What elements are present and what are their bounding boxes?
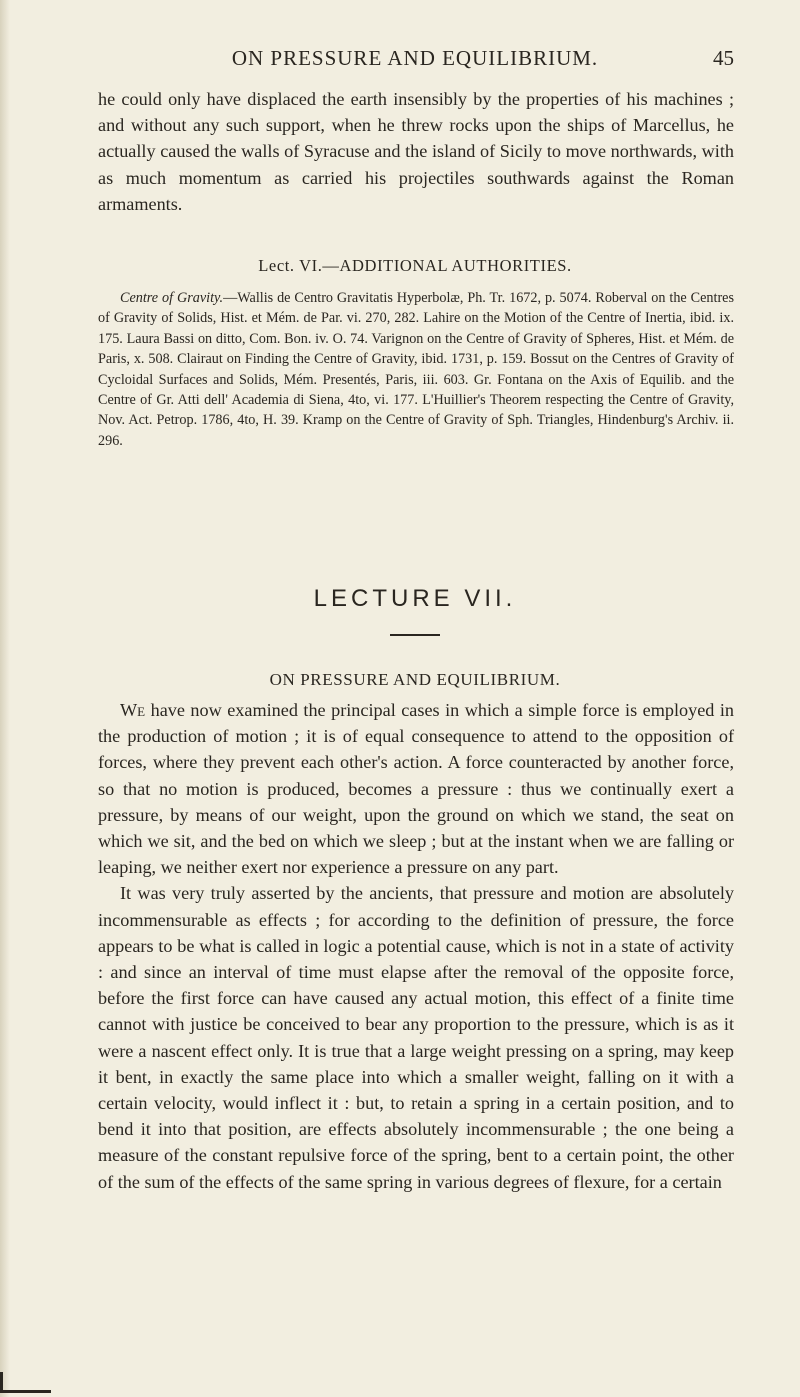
authorities-topic: Centre of Gravity.: [120, 290, 224, 306]
page-number: 45: [713, 46, 734, 70]
page-binding-edge: [0, 0, 10, 1397]
authorities-text: —Wallis de Centro Gravitatis Hyperbolæ, Ph. Tr. 1672, p. 5074. Roberval on the Centres of Gravity of Solids, Hist. et Mém. de Par. vi. 270, 282. Lahire on the Motion of the Centre of Inertia, ibid. ix. 175. Laura Bassi on ditto, Com. Bon. iv. O. 74. Varignon on the Centre of Gravity of Spheres, Hist. et Mém. de Paris, x. 508. Clairaut on Finding the Centre of Gravity, ibid. 1731, p. 159. Bossut on the Centres of Gravity of Cycloidal Surfaces and Solids, Mém. Presentés, Paris, iii. 603. Gr. Fontana on the Axis of Equilib. and the Centre of Gr. Atti dell' Academia di Siena, 4to, vi. 177. L'Huillier's Theorem respecting the Centre of Gravity, Nov. Act. Petrop. 1786, 4to, H. 39. Kramp on the Centre of Gravity of Sph. Triangles, Hindenburg's Archiv. ii. 296.: [98, 290, 734, 449]
lecture-text-block: [98, 697, 734, 1195]
lecture-subheading: ON PRESSURE AND EQUILIBRIUM.: [269, 670, 561, 689]
page-header: [96, 46, 734, 76]
intro-paragraph-block: [98, 86, 734, 217]
running-title: ON PRESSURE AND EQUILIBRIUM.: [231, 46, 599, 70]
intro-paragraph: he could only have displaced the earth insensibly by the properties of his machines ; and without any such support, when he threw rocks upon the ships of Marcellus, he actually caused the walls of Syracuse and the island of Sicily to move northwards, with as much momentum as carried his projectiles southwards against the Roman armaments.: [98, 89, 734, 214]
lecture-paragraph-1-text: have now examined the principal cases in which a simple force is employed in the production of motion ; it is of equal consequence to attend to the opposition of forces, where they prevent each other's action. A force counteracted by another force, so that no motion is produced, becomes a pressure : thus we continually exert a pressure, by means of our weight, upon the ground on which we stand, the seat on which we sit, and the bed on which we sleep ; but at the instant when we are falling or leaping, we neither exert nor experience a pressure on any part.: [98, 700, 734, 878]
authorities-paragraph: [98, 288, 734, 451]
lecture-heading: LECTURE VII.: [313, 585, 517, 612]
lecture-paragraph-1-lead: We: [120, 700, 146, 720]
corner-mark: [0, 1372, 51, 1393]
lecture-paragraph-2: It was very truly asserted by the ancients, that pressure and motion are absolutely incommensurable as effects ; for according to the definition of pressure, the force appears to be what is called in logic a potential cause, which is not in a state of activity : and since an interval of time must elapse after the removal of the opposite force, before the first force can have caused any actual motion, this effect of a finite time cannot with justice be conceived to bear any proportion to the pressure, which is as it were a nascent effect only. It is true that a large weight pressing on a spring, may keep it bent, in exactly the same place into which a smaller weight, falling on it with a certain velocity, would inflect it : but, to retain a spring in a certain position, and to bend it into that position, are effects absolutely incommensurable ; the one being a measure of the constant repulsive force of the spring, bent to a certain point, the other of the sum of the effects of the same spring in various degrees of flexure, for a certain: [98, 883, 734, 1192]
lecture-paragraph-1: [98, 697, 734, 880]
authorities-heading: Lect. VI.—ADDITIONAL AUTHORITIES.: [258, 256, 572, 275]
heading-rule: [390, 634, 440, 636]
authorities-block: [98, 288, 734, 451]
